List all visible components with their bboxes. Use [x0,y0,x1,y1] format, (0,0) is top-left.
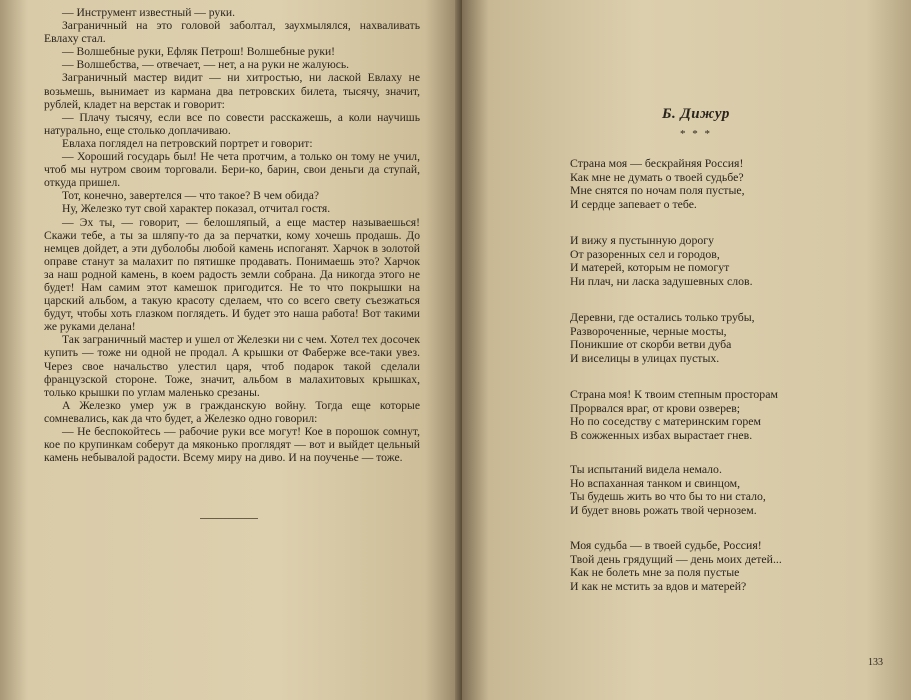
paragraph: — Не беспокойтесь — рабочие руки все могут! Кое в порошок сомнут, кое по крупинкам соберут да мяконько проглядят — вот и выйдет цельный камень небывалой радости. Всему миру на диво. И на поученье — тоже. [44,425,420,465]
poem-line: Страна моя — бескрайняя Россия! [570,156,744,170]
paragraph: Заграничный на это головой заболтал, заухмылялся, нахваливать Евлаху стал. [44,19,420,46]
poem-line: Но по соседству с материнским горем [570,414,761,429]
poem-line: Ты будешь жить во что бы то ни стало, [570,489,766,504]
poem-line: Страна моя! К твоим степным просторам [570,387,778,401]
paragraph: Ну, Железко тут свой характер показал, отчитал гостя. [62,202,331,216]
poem-line: И матерей, которым не помогут [570,260,730,275]
poem-line: Поникшие от скорби ветви дуба [570,337,732,352]
paragraph: — Хороший государь был! Не чета протчим, а только он тому не учил, чтоб мы нутром своим торговали. Бери-ко, барин, свои деньги да ступай, откуда пришел. [44,150,420,190]
poem-stanza [570,234,890,288]
poem-stanza [570,463,890,517]
section-divider [200,518,258,519]
poem-line: Как не болеть мне за поля пустые [570,565,740,580]
poem-line: Ни плач, ни ласка задушевных слов. [570,273,753,288]
poem-line: От разоренных сел и городов, [570,246,720,261]
poem-line: Развороченные, черные мосты, [570,323,727,338]
poem-stanza [570,311,890,365]
poem-line: Но вспаханная танком и свинцом, [570,475,741,490]
paragraph: Тот, конечно, завертелся — что такое? В чем обида? [62,189,320,203]
poem-line: Деревни, где остались только трубы, [570,310,755,324]
paragraph: Заграничный мастер видит — ни хитростью, ни лаской Евлаху не возьмешь, вынимает из кармана два петровских билета, тысячу, значит, рублей, кладет на верстак и говорит: [44,71,420,111]
paragraph: Евлаха поглядел на петровский портрет и говорит: [62,136,313,150]
right-page [462,0,911,700]
poem-line: И вижу я пустынную дорогу [570,233,714,247]
paragraph: Так заграничный мастер и ушел от Железки ни с чем. Хотел тех досочек купить — тоже ни одной не продал. А крышки от Фаберже все-таки увез. Через свое начальство улестил царя, чтоб подарок такой сделали французской стороне. Тоже, значит, альбом в малахитовых крышках, только крышки по углам маленько срезаны. [44,333,420,399]
poem-line: Ты испытаний видела немало. [570,462,722,476]
prose-text [44,6,420,464]
paragraph: — Инструмент известный — руки. [62,6,235,19]
poem-stanza [570,388,890,442]
paragraph: — Плачу тысячу, если все по совести расскажешь, а коли научишь натурально, еще столько доплачиваю. [44,110,420,137]
poem-line: И виселицы в улицах пустых. [570,350,720,365]
paragraph: — Волшебные руки, Ефляк Петрош! Волшебные руки! [62,45,336,59]
poem-line: Моя судьба — в твоей судьбе, Россия! [570,538,762,552]
poem-line: И будет вновь рожать твой чернозем. [570,502,757,517]
poem-line: И как не мстить за вдов и матерей? [570,578,747,593]
paragraph: А Железко умер уж в гражданскую войну. Тогда еще которые сомневались, как да что будет, а Железко одно говорил: [44,398,420,425]
page-number: 133 [868,657,883,668]
poem-line: И сердце запевает о тебе. [570,196,697,211]
poem-line: Твой день грядущий — день моих детей... [570,551,782,566]
poem-line: Как мне не думать о твоей судьбе? [570,169,744,184]
poem-stanza [570,157,890,211]
poem-line: Прорвался враг, от крови озверев; [570,400,741,415]
paragraph: — Волшебства, — отвечает, — нет, а на руки не жалуюсь. [62,58,350,72]
poem-line: В сожженных избах вырастает гнев. [570,427,753,442]
poem-stars: * * * [680,128,712,140]
poem-author: Б. Дижур [662,106,730,122]
poem-stanza [570,539,890,593]
poem-line: Мне снятся по ночам поля пустые, [570,183,745,198]
paragraph: — Эх ты, — говорит, — белошляпый, а еще мастер называешься! Скажи тебе, а ты за шляпу-то да за перчатки, кому хочешь продашь. До немцев дойдет, а эти дуболобы любой камень испоганят. Харчок в золотой оправе станут за малахит по пятишке продавать. Понимаешь это? Харчок за наш родной камень, в коем радость земли собрана. Да никогда этого не будет! Нам самим этот камешок пригодится. Не то что покрышки на царский альбом, а такую красоту сделаем, что со всего свету съезжаться будут, чтобы хоть глазком поглядеть. И будет это наша работа! Вот такими же руками делана! [44,215,420,334]
